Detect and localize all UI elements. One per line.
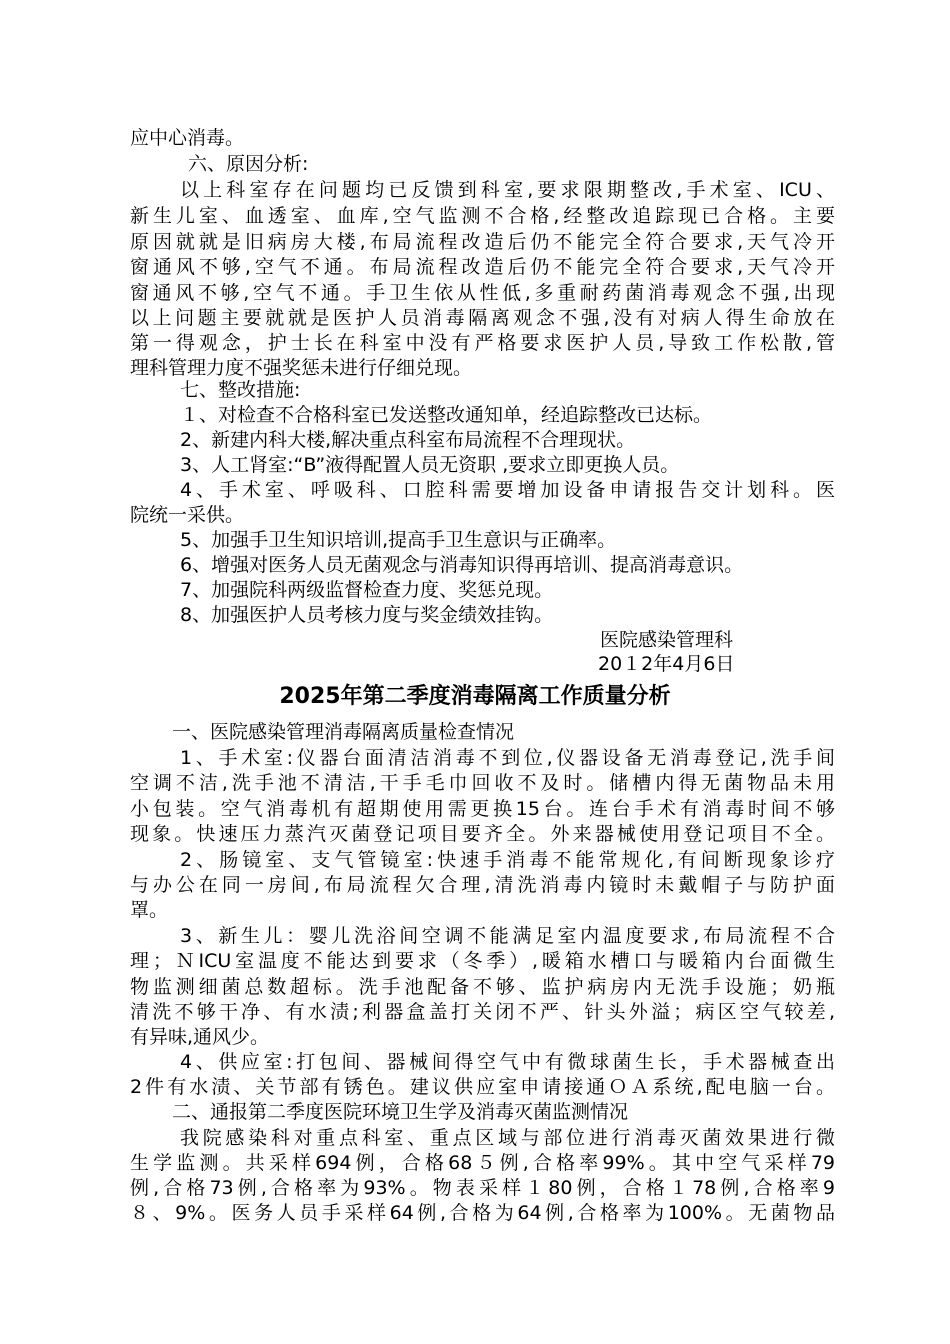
paragraph-line: 新生儿室、血透室、血库,空气监测不合格,经整改追踪现已合格。主要 <box>130 205 835 227</box>
paragraph-line: 与办公在同一房间,布局流程欠合理,清洗消毒内镜时未戴帽子与防护面 <box>130 874 835 896</box>
measure-item: 3、人工肾室:“B”液得配置人员无资职 ,要求立即更换人员。 <box>180 454 680 476</box>
measure-item: 8、加强医护人员考核力度与奖金绩效挂钩。 <box>180 604 554 626</box>
measure-item: １、对检查不合格科室已发送整改通知单，经追踪整改已达标。 <box>180 404 713 426</box>
continued-text: 应中心消毒。 <box>130 127 245 149</box>
part1-heading: 一、医院感染管理消毒隔离质量检查情况 <box>172 721 515 743</box>
paragraph-line: 3、新生儿：婴儿洗浴间空调不能满足室内温度要求,布局流程不合 <box>180 925 835 947</box>
paragraph-line: 例,合格73例,合格率为93%。物表采样１80例，合格１78例,合格率9 <box>130 1177 835 1199</box>
paragraph-line: 以上问题主要就就是医护人员消毒隔离观念不强,没有对病人得生命放在 <box>130 307 835 329</box>
measure-item: 5、加强手卫生知识培训,提高手卫生意识与正确率。 <box>180 529 617 551</box>
measure-item-continued: 院统一采供。 <box>130 504 245 526</box>
paragraph-line: 第一得观念，护士长在科室中没有严格要求医护人员,导致工作松散,管 <box>130 332 835 354</box>
paragraph-line: 小包装。空气消毒机有超期使用需更换15台。连台手术有消毒时间不够 <box>130 798 835 820</box>
paragraph-line: 理科管理力度不强奖惩未进行仔细兑现。 <box>130 357 473 379</box>
paragraph-line: 生学监测。共采样694例，合格68５例,合格率99%。其中空气采样79 <box>130 1152 835 1174</box>
paragraph-line: 窗通风不够,空气不通。布局流程改造后仍不能完全符合要求,天气冷开 <box>130 256 835 278</box>
section-heading-6: 六、原因分析: <box>188 153 309 175</box>
paragraph-line: 原因就就是旧病房大楼,布局流程改造后仍不能完全符合要求,天气冷开 <box>130 231 835 253</box>
paragraph-line: 窗通风不够,空气不通。手卫生依从性低,多重耐药菌消毒观念不强,出现 <box>130 282 835 304</box>
paragraph-line: ８、9%。医务人员手采样64例,合格为64例,合格率为100%。无菌物品 <box>130 1202 835 1224</box>
paragraph-line: 罩。 <box>130 899 169 921</box>
paragraph-line: 现象。快速压力蒸汽灭菌登记项目要齐全。外来器械使用登记项目不全。 <box>130 823 835 845</box>
document-title: 2025年第二季度消毒隔离工作质量分析 <box>279 684 671 709</box>
paragraph-line: 2件有水渍、关节部有锈色。建议供应室申请接通ＯＡ系统,配电脑一台。 <box>130 1076 835 1098</box>
paragraph-line: 2、肠镜室、支气管镜室:快速手消毒不能常规化,有间断现象诊疗 <box>180 849 835 871</box>
part2-heading: 二、通报第二季度医院环境卫生学及消毒灭菌监测情况 <box>172 1101 629 1123</box>
signature-date: 20１2年4月6日 <box>598 653 735 675</box>
paragraph-line: 有异味,通风少。 <box>130 1026 270 1048</box>
paragraph-line: 1、手术室:仪器台面清洁消毒不到位,仪器设备无消毒登记,洗手间 <box>180 747 835 769</box>
measure-item: 6、增强对医务人员无菌观念与消毒知识得再培训、提高消毒意识。 <box>180 554 744 576</box>
signature: 医院感染管理科 <box>600 629 734 651</box>
section-heading-7: 七、整改措施: <box>180 379 301 401</box>
paragraph-line: 我院感染科对重点科室、重点区域与部位进行消毒灭菌效果进行微 <box>180 1127 835 1149</box>
paragraph-line: 以上科室存在问题均已反馈到科室,要求限期整改,手术室、ICU、 <box>180 179 835 201</box>
measure-item: 7、加强院科两级监督检查力度、奖惩兑现。 <box>180 579 554 601</box>
measure-item: 2、新建内科大楼,解决重点科室布局流程不合理现状。 <box>180 429 636 451</box>
measure-item: 4、手术室、呼吸科、口腔科需要增加设备申请报告交计划科。医 <box>180 479 835 501</box>
paragraph-line: 清洗不够干净、有水渍;利器盒盖打关闭不严、针头外溢；病区空气较差, <box>130 1001 835 1023</box>
paragraph-line: 物监测细菌总数超标。洗手池配备不够、监护病房内无洗手设施；奶瓶 <box>130 976 835 998</box>
paragraph-line: 理；ＮICU室温度不能达到要求（冬季）,暖箱水槽口与暖箱内台面微生 <box>130 950 835 972</box>
paragraph-line: 空调不洁,洗手池不清洁,干手毛巾回收不及时。储槽内得无菌物品未用 <box>130 772 835 794</box>
paragraph-line: 4、供应室:打包间、器械间得空气中有微球菌生长，手术器械查出 <box>180 1051 835 1073</box>
